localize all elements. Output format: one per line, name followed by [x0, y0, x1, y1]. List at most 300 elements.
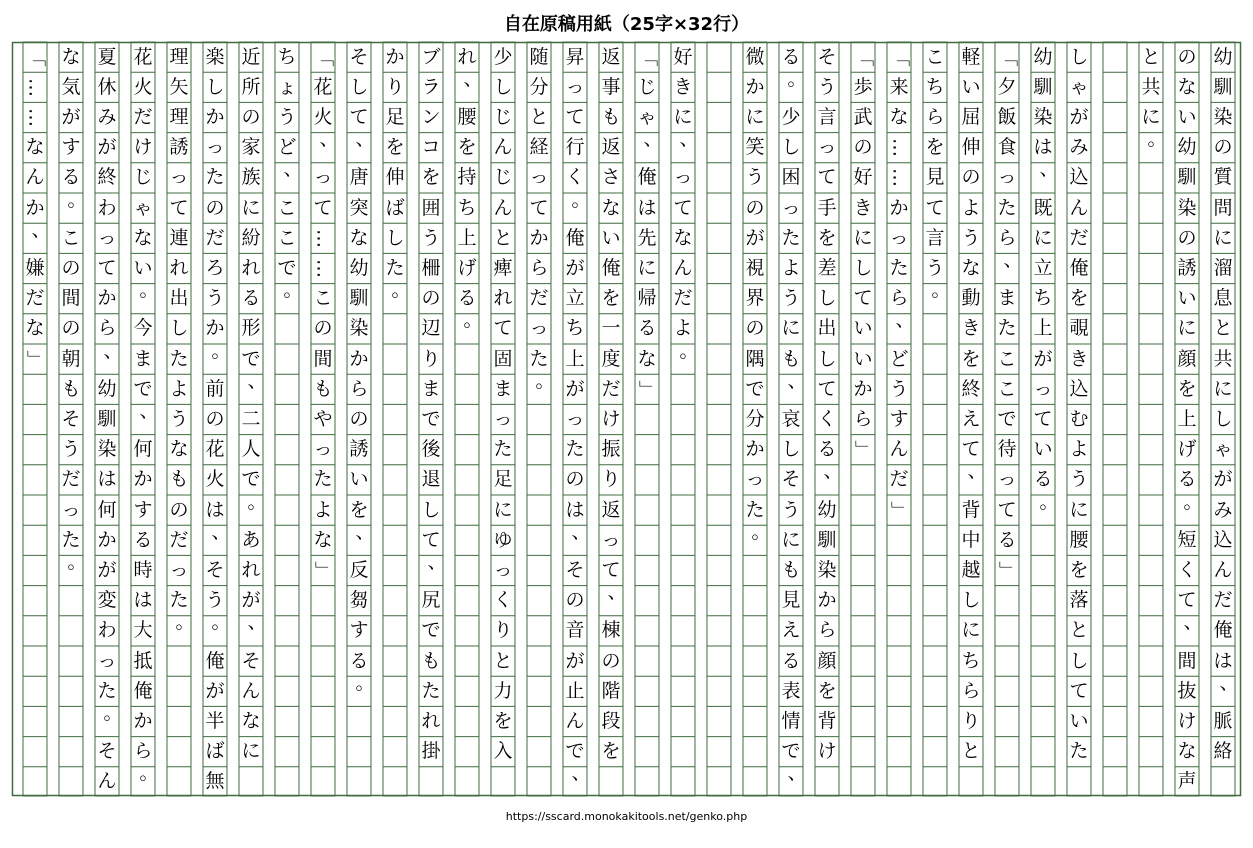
manuscript-char: 、	[355, 128, 375, 151]
manuscript-char: の	[241, 106, 261, 128]
manuscript-char: 止	[565, 679, 585, 702]
manuscript-char: っ	[169, 166, 189, 189]
manuscript-char: げ	[457, 257, 477, 279]
manuscript-char: そ	[565, 559, 585, 581]
manuscript-char: …	[312, 259, 335, 278]
manuscript-char: 家	[241, 136, 261, 159]
manuscript-char: 少	[781, 106, 801, 128]
manuscript-char: 棟	[601, 619, 621, 642]
manuscript-char: ら	[349, 377, 369, 400]
manuscript-char: が	[241, 589, 261, 612]
manuscript-char: 抜	[1177, 679, 1197, 702]
manuscript-char: ら	[529, 257, 549, 279]
manuscript-char: も	[313, 377, 333, 400]
manuscript-char: に	[637, 257, 657, 279]
manuscript-char: っ	[601, 528, 621, 551]
manuscript-char: 歩	[853, 75, 873, 98]
manuscript-char: ン	[421, 106, 441, 128]
manuscript-char: ら	[997, 226, 1017, 249]
manuscript-char: っ	[97, 226, 117, 249]
manuscript-char: て	[601, 559, 621, 581]
manuscript-char: の	[61, 317, 81, 340]
manuscript-char: も	[169, 468, 189, 491]
manuscript-char: 溜	[1213, 257, 1233, 279]
manuscript-char: 。	[247, 490, 267, 513]
manuscript-char: 微	[745, 45, 765, 68]
manuscript-char: ま	[997, 287, 1017, 310]
manuscript-char: て	[673, 196, 693, 219]
manuscript-char: の	[745, 317, 765, 340]
manuscript-char: 俺	[601, 257, 621, 279]
manuscript-char: 何	[97, 498, 117, 521]
manuscript-char: ま	[133, 347, 153, 370]
manuscript-char: と	[1213, 317, 1233, 340]
manuscript-char: が	[205, 679, 225, 702]
manuscript-char: そ	[97, 740, 117, 763]
manuscript-char: 行	[565, 136, 585, 159]
manuscript-char: ょ	[277, 75, 297, 98]
manuscript-char: な	[25, 136, 45, 159]
manuscript-char: な	[889, 106, 909, 128]
manuscript-char: が	[97, 559, 117, 581]
manuscript-char: だ	[529, 287, 549, 310]
manuscript-char: に	[781, 317, 801, 340]
manuscript-char: わ	[97, 619, 117, 642]
manuscript-char: う	[421, 226, 441, 249]
manuscript-char: そ	[61, 408, 81, 430]
manuscript-char: え	[781, 619, 801, 642]
manuscript-char: 、	[571, 520, 591, 543]
manuscript-char: い	[349, 468, 369, 491]
manuscript-char: し	[817, 347, 837, 370]
manuscript-char: 屈	[961, 106, 981, 128]
manuscript-char: 馴	[97, 408, 117, 430]
manuscript-char: し	[961, 589, 981, 612]
manuscript-char: 何	[133, 438, 153, 461]
manuscript-char: の	[853, 136, 873, 159]
manuscript-char: 連	[169, 226, 189, 249]
manuscript-char: ん	[565, 710, 585, 732]
manuscript-char: の	[1177, 226, 1197, 249]
manuscript-char: 、	[643, 128, 663, 151]
manuscript-char: な	[349, 226, 369, 249]
manuscript-char: う	[889, 377, 909, 400]
manuscript-char: 」	[888, 500, 911, 520]
manuscript-char: 立	[565, 287, 585, 310]
manuscript-char: の	[61, 257, 81, 279]
manuscript-char: な	[673, 226, 693, 249]
manuscript-char: だ	[889, 468, 909, 491]
manuscript-char: こ	[277, 196, 297, 219]
manuscript-char: …	[24, 108, 47, 127]
manuscript-char: じ	[493, 166, 513, 189]
manuscript-char: 、	[1003, 249, 1023, 271]
manuscript-char: あ	[241, 528, 261, 551]
manuscript-char: が	[61, 106, 81, 128]
manuscript-char: 染	[1213, 106, 1233, 128]
manuscript-char: た	[889, 257, 909, 279]
manuscript-char: 、	[31, 218, 51, 241]
manuscript-char: し	[1213, 408, 1233, 430]
manuscript-char: 出	[817, 317, 837, 340]
manuscript-char: た	[385, 257, 405, 279]
manuscript-char: い	[1177, 287, 1197, 310]
manuscript-char: で	[421, 619, 441, 642]
manuscript-char: 困	[781, 166, 801, 189]
manuscript-char: わ	[97, 196, 117, 219]
manuscript-char: ん	[241, 679, 261, 702]
manuscript-char: に	[241, 196, 261, 219]
manuscript-char: 質	[1213, 166, 1233, 189]
manuscript-char: 」	[24, 349, 47, 369]
manuscript-char: 花	[313, 75, 333, 98]
manuscript-char: 俺	[637, 166, 657, 189]
manuscript-char: る	[61, 166, 81, 189]
manuscript-char: 染	[817, 559, 837, 581]
manuscript-char: っ	[529, 166, 549, 189]
manuscript-char: 俺	[205, 649, 225, 672]
manuscript-char: の	[1213, 136, 1233, 159]
manuscript-char: た	[313, 468, 333, 491]
manuscript-char: 」	[852, 440, 875, 460]
manuscript-char: 待	[997, 438, 1017, 461]
manuscript-char: し	[781, 438, 801, 461]
manuscript-char: 「	[312, 47, 335, 67]
manuscript-char: に	[781, 528, 801, 551]
manuscript-char: う	[781, 498, 801, 521]
manuscript-char: 。	[787, 67, 807, 90]
manuscript-char: て	[1069, 679, 1089, 702]
manuscript-char: や	[313, 408, 333, 430]
manuscript-char: ら	[817, 619, 837, 642]
manuscript-char: 俺	[1213, 619, 1233, 642]
manuscript-char: 幼	[1213, 45, 1233, 68]
manuscript-char: み	[97, 106, 117, 128]
manuscript-char: た	[61, 528, 81, 551]
manuscript-char: 反	[349, 559, 369, 581]
manuscript-char: …	[24, 77, 47, 97]
manuscript-char: た	[493, 438, 513, 461]
manuscript-char: ば	[385, 196, 405, 219]
manuscript-char: じ	[493, 106, 513, 128]
manuscript-char: 段	[601, 710, 621, 732]
manuscript-char: 分	[745, 408, 765, 430]
manuscript-char: 幼	[1033, 45, 1053, 68]
manuscript-char: 。	[103, 702, 123, 724]
footer-url: https://sscard.monokakitools.net/genko.php	[505, 810, 748, 823]
manuscript-char: 幼	[97, 377, 117, 400]
manuscript-char: 見	[781, 589, 801, 612]
manuscript-char: 腰	[1069, 528, 1089, 551]
manuscript-char: っ	[205, 136, 225, 159]
manuscript-char: 、	[679, 128, 699, 151]
manuscript-char: 好	[673, 45, 693, 68]
manuscript-char: 音	[565, 619, 585, 642]
manuscript-char: ち	[457, 196, 477, 219]
manuscript-char: 形	[241, 317, 261, 340]
manuscript-char: る	[637, 317, 657, 340]
manuscript-char: っ	[1033, 377, 1053, 400]
manuscript-char: 馴	[1177, 166, 1197, 189]
manuscript-char: み	[1069, 136, 1089, 159]
manuscript-char: 前	[205, 377, 225, 400]
manuscript-char: か	[133, 468, 153, 491]
manuscript-char: 後	[421, 438, 441, 461]
manuscript-char: け	[133, 136, 153, 159]
manuscript-char: 染	[1033, 106, 1053, 128]
manuscript-char: か	[133, 710, 153, 732]
manuscript-char: 芻	[349, 589, 369, 612]
manuscript-char: で	[241, 468, 261, 491]
manuscript-char: る	[241, 287, 261, 310]
manuscript-char: に	[853, 226, 873, 249]
manuscript-char: と	[961, 740, 981, 763]
manuscript-char: だ	[169, 528, 189, 551]
manuscript-char: が	[1069, 106, 1089, 128]
manuscript-char: を	[493, 710, 513, 732]
manuscript-char: と	[1141, 45, 1161, 68]
manuscript-char: げ	[1177, 438, 1197, 461]
manuscript-char: ど	[889, 347, 909, 370]
manuscript-char: は	[1033, 136, 1053, 159]
manuscript-char: …	[312, 228, 335, 248]
manuscript-char: た	[205, 166, 225, 189]
manuscript-char: 込	[1213, 528, 1233, 551]
manuscript-char: 馴	[1033, 75, 1053, 98]
manuscript-char: っ	[169, 559, 189, 581]
manuscript-char: ゃ	[133, 196, 153, 219]
manuscript-char: う	[961, 226, 981, 249]
manuscript-char: 。	[535, 369, 555, 392]
manuscript-char: だ	[205, 226, 225, 249]
manuscript-char: ん	[493, 196, 513, 219]
manuscript-char: 」	[636, 379, 659, 399]
manuscript-char: 突	[349, 196, 369, 219]
manuscript-char: み	[1213, 498, 1233, 521]
manuscript-char: の	[565, 468, 585, 491]
manuscript-char: て	[529, 196, 549, 219]
manuscript-char: た	[745, 498, 765, 521]
manuscript-char: よ	[673, 317, 693, 340]
manuscript-char: で	[745, 377, 765, 400]
manuscript-char: 」	[312, 560, 335, 580]
manuscript-char: り	[601, 468, 621, 491]
manuscript-char: い	[1069, 710, 1089, 732]
manuscript-char: …	[888, 138, 911, 158]
manuscript-char: ら	[853, 408, 873, 430]
manuscript-char: 理	[169, 106, 189, 128]
manuscript-char: ま	[493, 377, 513, 400]
manuscript-char: な	[1177, 75, 1197, 98]
manuscript-char: ら	[889, 287, 909, 310]
manuscript-char: 息	[1213, 287, 1233, 310]
manuscript-char: 腰	[457, 106, 477, 128]
manuscript-char: が	[565, 377, 585, 400]
manuscript-char: で	[241, 347, 261, 370]
manuscript-char: 理	[169, 45, 189, 68]
manuscript-char: で	[277, 257, 297, 279]
manuscript-char: そ	[241, 649, 261, 672]
manuscript-char: だ	[61, 468, 81, 491]
manuscript-char: 「	[636, 47, 659, 67]
manuscript-char: こ	[61, 226, 81, 249]
manuscript-char: よ	[1069, 438, 1089, 461]
manuscript-char: 幼	[349, 257, 369, 279]
manuscript-char: て	[169, 196, 189, 219]
manuscript-char: 、	[1183, 611, 1203, 634]
manuscript-char: る	[1033, 468, 1053, 491]
manuscript-char: た	[997, 317, 1017, 340]
manuscript-char: を	[925, 136, 945, 159]
manuscript-char: す	[61, 136, 81, 159]
manuscript-char: 間	[313, 347, 333, 370]
manuscript-char: っ	[313, 166, 333, 189]
manuscript-char: 誘	[169, 136, 189, 159]
manuscript-char: れ	[241, 559, 261, 581]
manuscript-char: た	[169, 347, 189, 370]
manuscript-char: 火	[313, 106, 333, 128]
manuscript-char: う	[205, 589, 225, 612]
manuscript-char: 俺	[1069, 257, 1089, 279]
manuscript-char: し	[169, 317, 189, 340]
manuscript-char: け	[601, 408, 621, 430]
manuscript-char: の	[349, 408, 369, 430]
manuscript-char: 間	[61, 287, 81, 310]
manuscript-char: 、	[607, 581, 627, 604]
manuscript-char: 動	[961, 287, 981, 310]
manuscript-char: し	[421, 498, 441, 521]
manuscript-char: 込	[1069, 166, 1089, 189]
manuscript-char: た	[529, 347, 549, 370]
manuscript-char: 誘	[1177, 257, 1197, 279]
manuscript-char: な	[637, 347, 657, 370]
manuscript-char: け	[817, 740, 837, 763]
manuscript-char: ち	[565, 317, 585, 340]
manuscript-char: 固	[493, 347, 513, 370]
manuscript-char: た	[565, 438, 585, 461]
manuscript-char: 唐	[349, 166, 369, 189]
manuscript-char: っ	[673, 166, 693, 189]
manuscript-char: て	[817, 377, 837, 400]
manuscript-char: 見	[925, 166, 945, 189]
manuscript-char: 階	[601, 679, 621, 702]
manuscript-char: ん	[1069, 196, 1089, 219]
manuscript-char: の	[745, 196, 765, 219]
manuscript-char: ら	[925, 106, 945, 128]
manuscript-char: っ	[61, 498, 81, 521]
manuscript-char: す	[133, 498, 153, 521]
manuscript-char: た	[169, 589, 189, 612]
manuscript-char: 、	[463, 67, 483, 90]
manuscript-char: 返	[601, 498, 621, 521]
manuscript-char: い	[1177, 106, 1197, 128]
manuscript-char: る	[817, 438, 837, 461]
manuscript-char: 経	[529, 136, 549, 159]
manuscript-char: 笑	[745, 136, 765, 159]
manuscript-char: 。	[751, 520, 771, 543]
manuscript-char: 変	[97, 589, 117, 612]
manuscript-char: き	[961, 317, 981, 340]
manuscript-char: 大	[133, 619, 153, 642]
manuscript-char: 情	[781, 710, 801, 732]
manuscript-char: 帰	[637, 287, 657, 310]
manuscript-char: こ	[277, 226, 297, 249]
manuscript-char: ゃ	[1069, 75, 1089, 98]
manuscript-char: ラ	[421, 75, 441, 98]
manuscript-char: 上	[1033, 317, 1053, 340]
manuscript-char: も	[781, 347, 801, 370]
manuscript-char: に	[241, 740, 261, 763]
manuscript-char: え	[961, 408, 981, 430]
manuscript-char: る	[997, 528, 1017, 551]
manuscript-char: 隅	[745, 347, 765, 370]
manuscript-char: ら	[961, 679, 981, 702]
manuscript-char: 、	[211, 520, 231, 543]
manuscript-char: 「	[888, 47, 911, 67]
manuscript-char: な	[313, 528, 333, 551]
manuscript-char: 退	[421, 468, 441, 491]
manuscript-char: 誘	[349, 438, 369, 461]
manuscript-char: 夏	[97, 45, 117, 68]
manuscript-char: た	[1069, 740, 1089, 763]
manuscript-char: ら	[133, 740, 153, 763]
manuscript-char: 俺	[565, 226, 585, 249]
manuscript-char: か	[97, 287, 117, 310]
manuscript-char: に	[1033, 226, 1053, 249]
manuscript-char: じ	[133, 166, 153, 189]
manuscript-char: 覗	[1069, 317, 1089, 340]
manuscript-char: と	[1069, 619, 1089, 642]
manuscript-char: の	[313, 317, 333, 340]
manuscript-char: 「	[996, 47, 1019, 67]
text-columns	[12, 42, 1241, 796]
manuscript-char: 柵	[421, 257, 441, 279]
manuscript-char: 夕	[997, 75, 1017, 98]
manuscript-char: だ	[1069, 226, 1089, 249]
manuscript-char: し	[349, 75, 369, 98]
manuscript-char: 「	[852, 47, 875, 67]
manuscript-char: そ	[781, 468, 801, 491]
manuscript-char: か	[853, 377, 873, 400]
manuscript-char: 、	[319, 128, 339, 151]
manuscript-char: も	[61, 377, 81, 400]
manuscript-char: る	[1177, 468, 1197, 491]
manuscript-char: 間	[1177, 649, 1197, 672]
manuscript-char: 、	[247, 611, 267, 634]
manuscript-char: っ	[493, 559, 513, 581]
manuscript-char: 辺	[421, 317, 441, 340]
manuscript-char: む	[1069, 408, 1089, 430]
manuscript-char: 、	[103, 339, 123, 362]
manuscript-char: 花	[133, 45, 153, 68]
manuscript-char: 嫌	[25, 257, 45, 279]
manuscript-char: な	[169, 438, 189, 461]
manuscript-char: て	[961, 438, 981, 461]
manuscript-char: 上	[565, 347, 585, 370]
manuscript-char: 短	[1177, 528, 1197, 551]
manuscript-char: 足	[493, 468, 513, 491]
manuscript-char: 紛	[241, 226, 261, 249]
manuscript-char: う	[1069, 468, 1089, 491]
manuscript-char: 返	[601, 136, 621, 159]
manuscript-char: は	[1213, 649, 1233, 672]
manuscript-char: 表	[781, 679, 801, 702]
manuscript-char: さ	[601, 166, 621, 189]
manuscript-char: れ	[169, 257, 189, 279]
manuscript-char: ん	[25, 166, 45, 189]
manuscript-char: れ	[493, 287, 513, 310]
manuscript-char: れ	[457, 45, 477, 68]
